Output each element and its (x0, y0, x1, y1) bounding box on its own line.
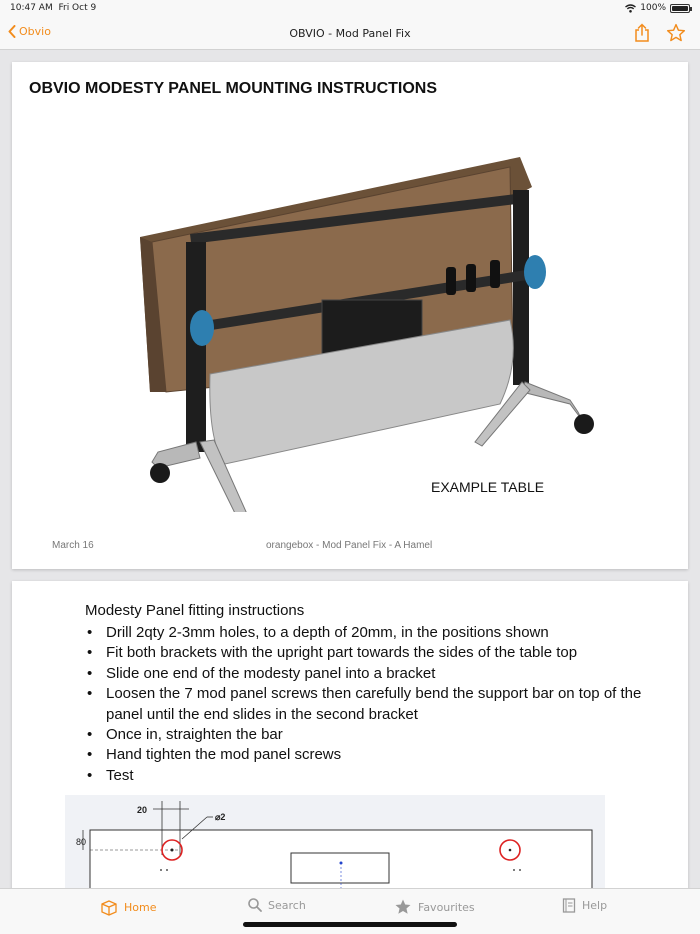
footer-date: March 16 (52, 540, 94, 551)
battery-level (672, 6, 688, 11)
instruction-step: • Slide one end of the modesty panel into a bracket (85, 664, 645, 684)
instruction-step: • Hand tighten the mod panel screws (85, 745, 645, 765)
instructions-list (85, 623, 645, 786)
dim-diameter: ⌀2 (215, 812, 226, 822)
dim-20: 20 (137, 805, 148, 815)
home-indicator[interactable] (243, 922, 457, 927)
tab-home-label: Home (124, 900, 157, 914)
instructions-heading: Modesty Panel fitting instructions (85, 602, 305, 619)
example-table-illustration (130, 142, 610, 512)
search-icon (248, 898, 262, 912)
footer-center: orangebox - Mod Panel Fix - A Hamel (266, 540, 433, 551)
wifi-icon (625, 4, 636, 13)
document-title: OBVIO MODESTY PANEL MOUNTING INSTRUCTIONS (29, 80, 438, 97)
document-page-1 (12, 62, 688, 569)
book-icon (562, 898, 576, 913)
share-icon (634, 23, 650, 43)
status-time: 10:47 AM Fri Oct 9 (10, 3, 97, 13)
tab-search[interactable] (248, 898, 306, 912)
star-icon (666, 23, 686, 43)
technical-drawing (65, 795, 605, 888)
navigation-bar (0, 18, 700, 50)
tab-favourites-label: Favourites (418, 900, 475, 914)
instruction-step: • Loosen the 7 mod panel screws then carefully bend the support bar on top of the panel until the end slides in the second bracket (85, 684, 645, 725)
box-icon (100, 898, 118, 916)
status-bar (0, 0, 700, 18)
instruction-step: • Once in, straighten the bar (85, 725, 645, 745)
status-right (625, 3, 690, 13)
document-view[interactable] (0, 50, 700, 888)
instruction-step: • Test (85, 766, 645, 786)
tab-favourites[interactable] (394, 898, 475, 916)
tab-search-label: Search (268, 898, 306, 912)
drawing-svg (65, 795, 605, 888)
tab-home[interactable] (100, 898, 156, 916)
instruction-step: • Fit both brackets with the upright part towards the sides of the table top (85, 643, 645, 663)
dim-80: 80 (76, 837, 87, 847)
battery-percent: 100% (640, 3, 666, 13)
tab-help[interactable] (562, 898, 607, 913)
tab-bar (0, 888, 700, 934)
star-icon (394, 898, 412, 916)
battery-icon (670, 4, 690, 13)
share-button[interactable] (634, 23, 650, 47)
image-label: EXAMPLE TABLE (431, 479, 545, 495)
back-label: Obvio (19, 25, 51, 38)
favourite-button[interactable] (666, 23, 686, 47)
instruction-step: • Drill 2qty 2-3mm holes, to a depth of 20mm, in the positions shown (85, 623, 645, 643)
page-title: OBVIO - Mod Panel Fix (289, 27, 411, 40)
document-page-2 (12, 581, 688, 888)
tab-help-label: Help (582, 899, 608, 912)
